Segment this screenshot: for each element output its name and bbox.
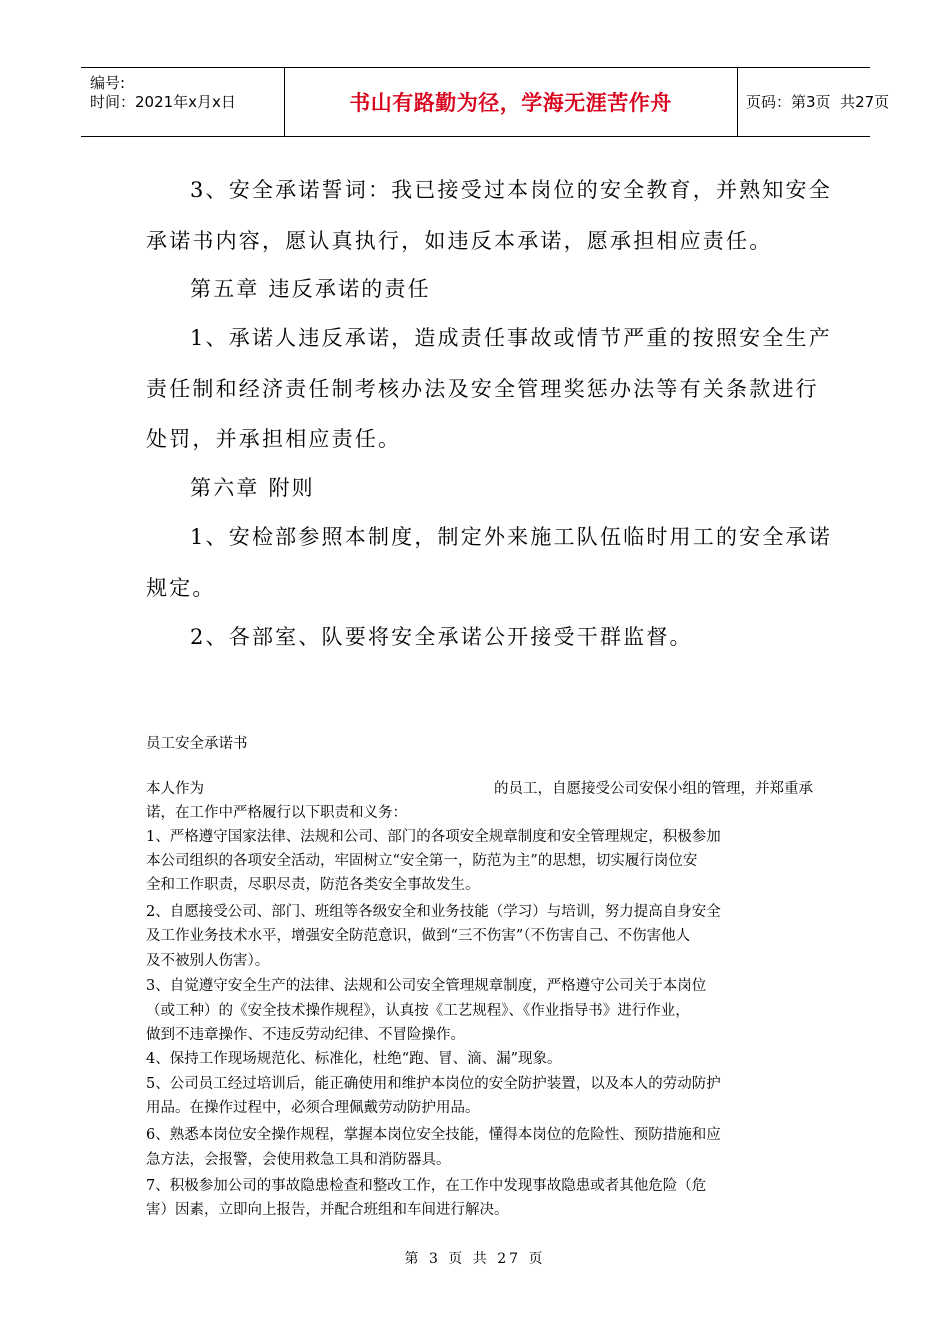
page-header bbox=[81, 67, 890, 137]
intro-line-2: 诺，在工作中严格履行以下职责和义务： bbox=[146, 805, 407, 821]
header-motto-cell bbox=[284, 68, 738, 136]
annex-line-3: 2、各部室、队要将安全承诺公开接受干群监督。 bbox=[190, 625, 693, 649]
clause-line: 用品。在操作过程中，必须合理佩戴劳动防护用品。 bbox=[146, 1100, 480, 1116]
annex-line-2: 规定。 bbox=[146, 576, 216, 600]
clause-line: 全和工作职责，尽职尽责，防范各类安全事故发生。 bbox=[146, 877, 480, 893]
header-meta-cell bbox=[81, 68, 285, 136]
page-footer: 第 3 页 共 27 页 bbox=[404, 1251, 546, 1267]
intro-line-1 bbox=[146, 779, 826, 799]
clause-line: （或工种）的《安全技术操作规程》，认真按《工艺规程》、《作业指导书》进行作业， bbox=[146, 1003, 690, 1019]
oath-line-2: 承诺书内容，愿认真执行，如违反本承诺，愿承担相应责任。 bbox=[146, 229, 773, 253]
clause-line: 6、熟悉本岗位安全操作规程，掌握本岗位安全技能，懂得本岗位的危险性、预防措施和应 bbox=[146, 1127, 721, 1143]
date-label: 时间：2021年x月x日 bbox=[90, 93, 236, 111]
clause-line: 及工作业务技术水平，增强安全防范意识，做到“三不伤害”（不伤害自己、不伤害他人 bbox=[146, 928, 691, 944]
liability-line-3: 处罚，并承担相应责任。 bbox=[146, 427, 402, 451]
intro-prefix: 本人作为 bbox=[146, 781, 204, 797]
annex-line-1: 1、安检部参照本制度，制定外来施工队伍临时用工的安全承诺 bbox=[190, 525, 832, 549]
clause-line: 4、保持工作现场规范化、标准化，杜绝“跑、冒、滴、漏”现象。 bbox=[146, 1051, 562, 1067]
liability-line-2: 责任制和经济责任制考核办法及安全管理奖惩办法等有关条款进行 bbox=[146, 377, 819, 401]
page-info: 页码：第3页 共27页 bbox=[746, 93, 890, 111]
header-page-cell bbox=[738, 68, 890, 136]
oath-line-1: 3、安全承诺誓词：我已接受过本岗位的安全教育，并熟知安全 bbox=[190, 178, 832, 202]
clause-line: 2、自愿接受公司、部门、班组等各级安全和业务技能（学习）与培训，努力提高自身安全 bbox=[146, 904, 721, 920]
number-label: 编号: bbox=[90, 74, 126, 92]
intro-suffix: 的员工，自愿接受公司安保小组的管理，并郑重承 bbox=[494, 781, 813, 797]
clause-line: 3、自觉遵守安全生产的法律、法规和公司安全管理规章制度，严格遵守公司关于本岗位 bbox=[146, 978, 707, 994]
clause-line: 及不被别人伤害）。 bbox=[146, 953, 270, 969]
clause-line: 本公司组织的各项安全活动，牢固树立“安全第一，防范为主”的思想，切实履行岗位安 bbox=[146, 853, 698, 869]
clause-line: 1、严格遵守国家法律、法规和公司、部门的各项安全规章制度和安全管理规定，积极参加 bbox=[146, 829, 721, 845]
chapter-six-heading: 第六章 附则 bbox=[190, 476, 315, 500]
clause-line: 5、公司员工经过培训后，能正确使用和维护本岗位的安全防护装置，以及本人的劳动防护 bbox=[146, 1076, 721, 1092]
clause-line: 害）因素，立即向上报告，并配合班组和车间进行解决。 bbox=[146, 1202, 509, 1218]
commitment-title: 员工安全承诺书 bbox=[146, 736, 248, 752]
liability-line-1: 1、承诺人违反承诺，造成责任事故或情节严重的按照安全生产 bbox=[190, 326, 832, 350]
chapter-five-heading: 第五章 违反承诺的责任 bbox=[190, 277, 431, 301]
clause-line: 7、积极参加公司的事故隐患检查和整改工作，在工作中发现事故隐患或者其他危险（危 bbox=[146, 1178, 707, 1194]
clause-line: 做到不违章操作、不违反劳动纪律、不冒险操作。 bbox=[146, 1027, 465, 1043]
motto-text: 书山有路勤为径，学海无涯苦作舟 bbox=[349, 91, 672, 115]
clause-line: 急方法，会报警，会使用救急工具和消防器具。 bbox=[146, 1152, 451, 1168]
